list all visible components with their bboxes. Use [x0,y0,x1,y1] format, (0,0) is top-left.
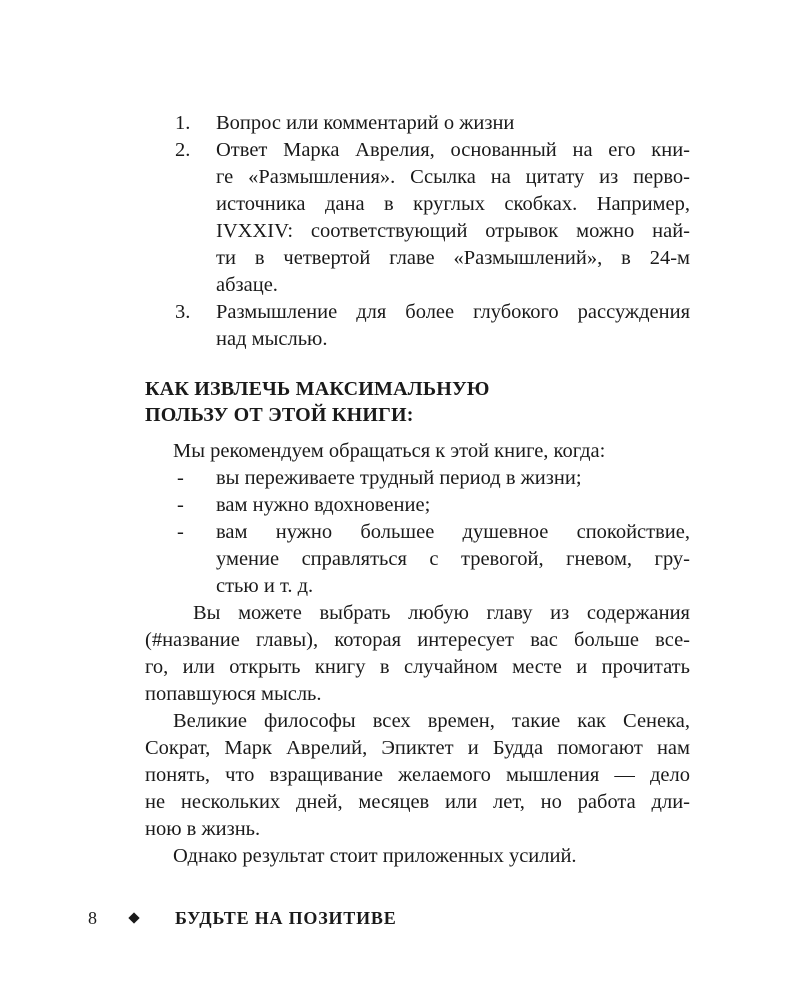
dash-item-text: вам нужно большее душевное спокойствие, [216,521,690,543]
paragraph-line: (#название главы), которая интересует вас больше все- [145,629,690,651]
dash-marker: - [177,521,184,543]
list-item-text: абзаце. [216,274,278,296]
dash-item-text: вы переживаете трудный период в жизни; [216,467,582,489]
paragraph-result: Однако результат стоит приложенных усилий. [173,845,577,867]
book-page [145,0,690,1000]
dash-item-text: стью и т. д. [216,575,314,597]
paragraph-line: Великие философы всех времен, такие как Сенека, [173,710,690,732]
list-item-text: Ответ Марка Аврелия, основанный на его кни- [216,139,690,161]
list-item-text: ге «Размышления». Ссылка на цитату из перво- [216,166,690,188]
intro-line: Мы рекомендуем обращаться к этой книге, когда: [173,440,606,462]
running-title: БУДЬТЕ НА ПОЗИТИВЕ [175,908,397,928]
list-marker: 3. [175,301,191,323]
list-item-text: ти в четвертой главе «Размышлений», в 24-м [216,247,690,269]
list-item-text: IVXXIV: соответствующий отрывок можно най- [216,220,690,242]
paragraph-line: Вы можете выбрать любую главу из содержания [193,602,690,624]
diamond-icon [128,912,139,923]
dash-marker: - [177,494,184,516]
list-item-text: над мыслью. [216,328,328,350]
page-number: 8 [88,908,97,928]
dash-marker: - [177,467,184,489]
list-item-text: Размышление для более глубокого рассуждения [216,301,690,323]
paragraph-line: не нескольких дней, месяцев или лет, но работа дли- [145,791,690,813]
dash-item-text: умение справляться с тревогой, гневом, гру- [216,548,690,570]
list-item-text: Вопрос или комментарий о жизни [216,112,515,134]
page-footer [88,903,588,933]
paragraph-line: попавшуюся мысль. [145,683,322,705]
section-heading-line-2: ПОЛЬЗУ ОТ ЭТОЙ КНИГИ: [145,404,414,426]
paragraph-line: понять, что взращивание желаемого мышления — дело [145,764,690,786]
list-item-text: источника дана в круглых скобках. Например, [216,193,690,215]
paragraph-line: го, или открыть книгу в случайном месте и прочитать [145,656,690,678]
list-marker: 2. [175,139,191,161]
paragraph-line: Сократ, Марк Аврелий, Эпиктет и Будда помогают нам [145,737,690,759]
paragraph-line: ною в жизнь. [145,818,261,840]
section-heading-line-1: КАК ИЗВЛЕЧЬ МАКСИМАЛЬНУЮ [145,378,490,400]
list-marker: 1. [175,112,191,134]
dash-item-text: вам нужно вдохновение; [216,494,431,516]
